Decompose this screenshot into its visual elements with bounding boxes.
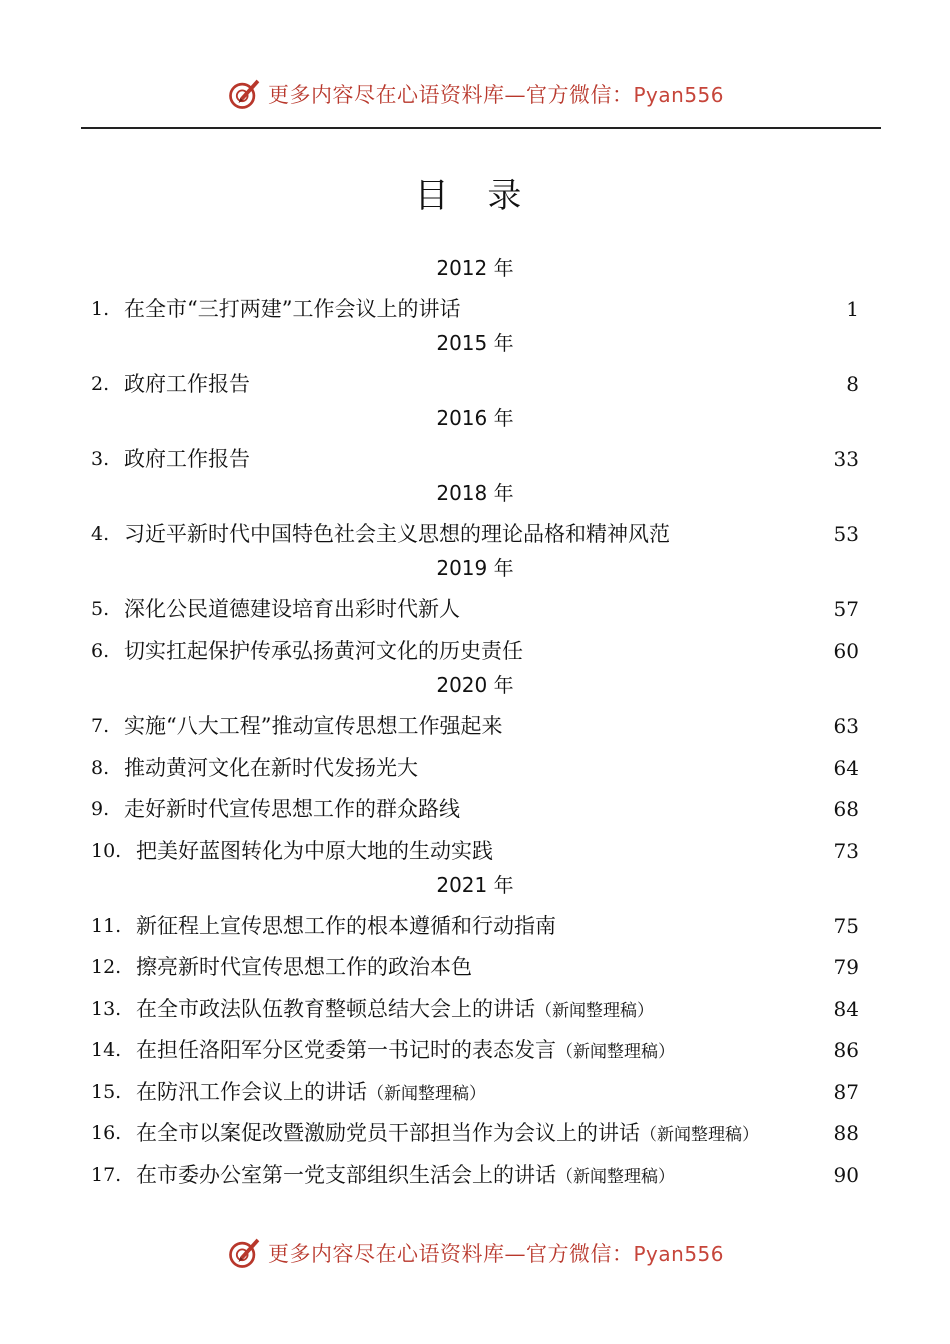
footer-banner [0,1233,950,1273]
toc-entry-page: 79 [833,955,859,979]
toc-entry[interactable] [0,1160,950,1190]
wechat-id: Pyan556 [633,83,724,107]
toc-entry-title [124,794,460,824]
toc-entry-number: 14. [91,1039,122,1061]
toc-entry-title-text: 深化公民道德建设培育出彩时代新人 [124,597,460,621]
toc-entry-note: （新闻整理稿） [367,1084,486,1104]
toc-year-heading: 2021 年 [436,873,514,897]
toc-entry-title-text: 政府工作报告 [124,372,250,396]
toc-entry-page: 86 [833,1038,859,1062]
toc-entry-number: 4. [91,523,110,545]
toc-entry-title [124,369,250,399]
toc-entry-title-text: 在市委办公室第一党支部组织生活会上的讲话 [136,1163,556,1187]
toc-entry-page: 75 [833,914,859,938]
toc-year-heading: 2018 年 [436,481,514,505]
toc-entry[interactable] [0,836,950,866]
toc-entry-note: （新闻整理稿） [640,1125,759,1145]
toc-entry[interactable] [0,294,950,324]
toc-year-heading: 2012 年 [436,256,514,280]
toc-entry-title [124,294,460,324]
toc-entry-number: 7. [91,715,110,737]
toc-entry-page: 33 [833,447,859,471]
toc-year-heading: 2015 年 [436,331,514,355]
toc-year-heading: 2020 年 [436,673,514,697]
toc-entry-number: 1. [91,298,110,320]
toc-entry-number: 2. [91,373,110,395]
toc-entry-title-text: 新征程上宣传思想工作的根本遵循和行动指南 [136,914,556,938]
banner-text: 更多内容尽在心语资料库—官方微信：Pyan556 [267,83,724,107]
toc-entry[interactable] [0,994,950,1024]
toc-entry-title [136,911,556,941]
toc-entry-number: 9. [91,798,110,820]
toc-entry-title [124,444,250,474]
toc-entry-number: 15. [91,1081,122,1103]
wechat-id: Pyan556 [633,1242,724,1266]
toc-entry-number: 16. [91,1122,122,1144]
toc-entry-title-text: 在全市政法队伍教育整顿总结大会上的讲话 [136,997,535,1021]
toc-entry-title [136,1118,759,1150]
toc-entry-title-text: 切实扛起保护传承弘扬黄河文化的历史责任 [124,639,523,663]
toc-entry-page: 60 [833,639,859,663]
toc-entry-title [124,594,460,624]
toc-entry-title [124,519,670,549]
toc-entry-number: 8. [91,757,110,779]
toc-entry-title-text: 把美好蓝图转化为中原大地的生动实践 [136,839,493,863]
toc-entry-page: 57 [833,597,859,621]
toc-entry-note: （新闻整理稿） [535,1001,654,1021]
toc-entry-title-text: 在担任洛阳军分区党委第一书记时的表态发言 [136,1038,556,1062]
toc-year-heading: 2019 年 [436,556,514,580]
toc-entry-title-text: 习近平新时代中国特色社会主义思想的理论品格和精神风范 [124,522,670,546]
toc-entry-page: 53 [833,522,859,546]
toc-entry-title-text: 政府工作报告 [124,447,250,471]
toc-entry-page: 88 [833,1121,859,1145]
toc-entry-number: 10. [91,840,122,862]
toc-entry[interactable] [0,519,950,549]
toc-entry[interactable] [0,594,950,624]
pen-logo-icon [226,1235,262,1271]
toc-entry-page: 73 [833,839,859,863]
toc-entry-page: 63 [833,714,859,738]
toc-entry-title [136,1077,486,1109]
toc-entry-title-text: 在全市以案促改暨激励党员干部担当作为会议上的讲话 [136,1121,640,1145]
toc-entry-title-text: 走好新时代宣传思想工作的群众路线 [124,797,460,821]
toc-entry-title [136,952,472,982]
toc-entry-number: 13. [91,998,122,1020]
toc-entry-title [136,1160,675,1192]
toc-entry-page: 8 [846,372,859,396]
toc-entry-title-text: 推动黄河文化在新时代发扬光大 [124,756,418,780]
toc-entry-title [124,636,523,666]
toc-entry-number: 3. [91,448,110,470]
toc-entry-title-text: 在防汛工作会议上的讲话 [136,1080,367,1104]
toc-entry[interactable] [0,1118,950,1148]
toc-entry-title [136,836,493,866]
toc-entry[interactable] [0,794,950,824]
toc-entry-number: 11. [91,915,122,937]
toc-entry-title-text: 在全市“三打两建”工作会议上的讲话 [124,297,461,321]
toc-entry[interactable] [0,1077,950,1107]
banner-text: 更多内容尽在心语资料库—官方微信：Pyan556 [267,1242,724,1266]
toc-entry-title [124,711,502,741]
toc-entry-page: 68 [833,797,859,821]
toc-entry-page: 90 [833,1163,859,1187]
toc-entry-title [136,994,654,1026]
toc-entry-title [136,1035,675,1067]
toc-entry-number: 12. [91,956,122,978]
toc-entry[interactable] [0,753,950,783]
toc-entry[interactable] [0,369,950,399]
toc-year-heading: 2016 年 [436,406,514,430]
toc-entry-title [124,753,418,783]
page-title: 目 录 [414,176,536,216]
toc-entry-note: （新闻整理稿） [556,1042,675,1062]
toc-entry[interactable] [0,911,950,941]
toc-entry[interactable] [0,711,950,741]
toc-entry-page: 84 [833,997,859,1021]
toc-entry[interactable] [0,444,950,474]
toc-entry-title-text: 实施“八大工程”推动宣传思想工作强起来 [124,714,503,738]
toc-entry-note: （新闻整理稿） [556,1167,675,1187]
toc-entry-number: 17. [91,1164,122,1186]
toc-entry-page: 87 [833,1080,859,1104]
toc-entry-title-text: 擦亮新时代宣传思想工作的政治本色 [136,955,472,979]
toc-entry-number: 6. [91,640,110,662]
toc-entry[interactable] [0,952,950,982]
toc-entry[interactable] [0,1035,950,1065]
toc-entry[interactable] [0,636,950,666]
toc-entry-page: 64 [833,756,859,780]
toc-entry-page: 1 [846,297,859,321]
toc-entry-number: 5. [91,598,110,620]
